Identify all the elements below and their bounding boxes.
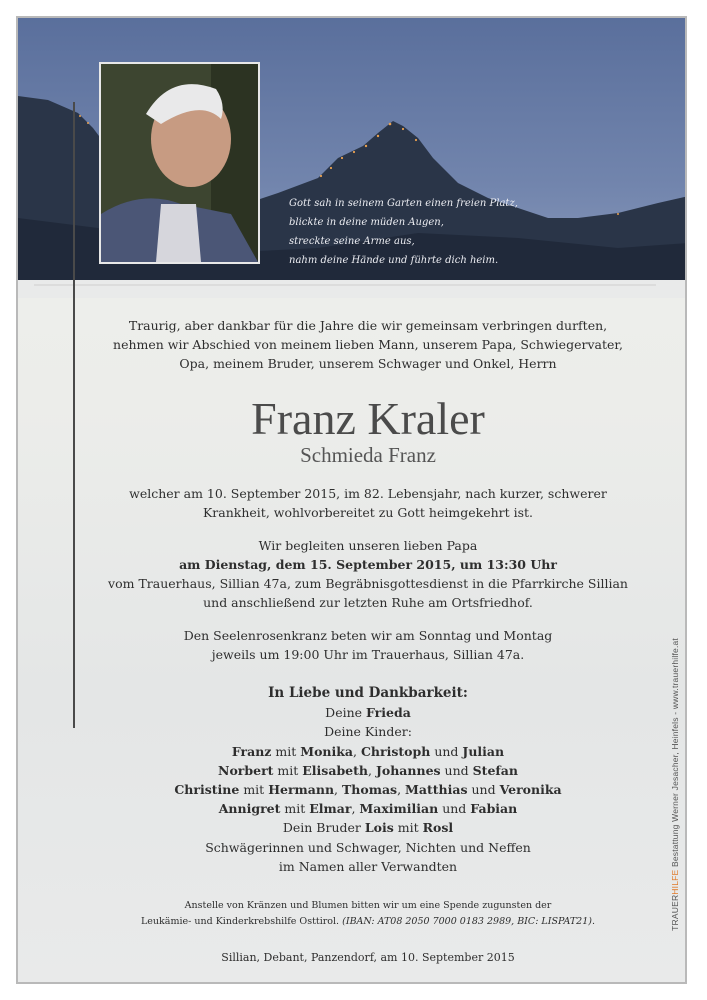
child-line: Norbert mit Elisabeth, Johannes und Stefan: [218, 762, 518, 778]
death-notice-line: Krankheit, wohlvorbereitet zu Gott heimgekehrt ist.: [202, 505, 534, 520]
wife-name: Frieda: [366, 705, 411, 721]
poem-line: nahm deine Hände und führte dich heim.: [289, 255, 499, 266]
place-date: Sillian, Debant, Panzendorf, am 10. September 2015: [221, 951, 515, 964]
children-label: Deine Kinder:: [324, 724, 412, 740]
funeral-info: [88, 536, 648, 612]
relatives-line: im Namen aller Verwandten: [278, 858, 458, 874]
rosary-line: Den Seelenrosenkranz beten wir am Sonntag und Montag: [183, 628, 553, 643]
intro-line: Traurig, aber dankbar für die Jahre die wir gemeinsam verbringen durften,: [128, 318, 608, 333]
intro-line: Opa, meinem Bruder, unserem Schwager und Onkel, Herrn: [179, 356, 557, 371]
mountain-header: [18, 18, 687, 298]
rosary-line: jeweils um 19:00 Uhr im Trauerhaus, Sillian 47a.: [211, 647, 525, 662]
family-heading: In Liebe und Dankbarkeit:: [268, 685, 468, 701]
deceased-name: Franz Kraler: [251, 393, 485, 444]
donation-line: Leukämie- und Kinderkrebshilfe Osttirol. (IBAN: AT08 2050 7000 0183 2989, BIC: LISPAT21).: [140, 916, 596, 927]
poem-line: streckte seine Arme aus,: [289, 236, 415, 247]
family-list: [88, 684, 648, 876]
deceased-nickname: Schmieda Franz: [300, 443, 436, 467]
cross-vertical-bar: [73, 102, 75, 728]
cross-horizontal-bar: [34, 284, 656, 286]
portrait-photo: [99, 62, 260, 264]
funeral-date: am Dienstag, dem 15. September 2015, um 13:30 Uhr: [179, 557, 557, 572]
poem-line: Gott sah in seinem Garten einen freien Platz,: [289, 198, 518, 209]
funeral-line: und anschließend zur letzten Ruhe am Ortsfriedhof.: [203, 595, 533, 610]
donation-note: [88, 898, 648, 930]
death-notice: [88, 484, 648, 522]
poem-line: blickte in deine müden Augen,: [289, 217, 444, 228]
child-line: Franz mit Monika, Christoph und Julian: [231, 743, 505, 759]
obituary-card: [16, 16, 687, 984]
label: Deine: [325, 705, 363, 721]
intro-line: nehmen wir Abschied von meinem lieben Mann, unserem Papa, Schwiegervater,: [113, 337, 623, 352]
child-line: Christine mit Hermann, Thomas, Matthias und Veronika: [174, 782, 562, 798]
iban: (IBAN: AT08 2050 7000 0183 2989, BIC: LISPAT21).: [342, 916, 596, 927]
poem: [289, 194, 549, 270]
intro-text: [88, 316, 648, 373]
funeral-line: Wir begleiten unseren lieben Papa: [258, 538, 478, 553]
rosary-info: [88, 626, 648, 664]
donation-line: Anstelle von Kränzen und Blumen bitten wir um eine Spende zugunsten der: [184, 900, 552, 911]
inlaws-line: Schwägerinnen und Schwager, Nichten und Neffen: [205, 839, 531, 855]
brother-line: Dein Bruder Lois mit Rosl: [282, 820, 454, 836]
child-line: Annigret mit Elmar, Maximilian und Fabian: [218, 801, 518, 817]
funeral-home-credit: TRAUERHILFE Bestattung Werner Jesacher, Heinfels - www.trauerhilfe.at: [670, 638, 680, 931]
wife-line: [88, 703, 648, 722]
death-notice-line: welcher am 10. September 2015, im 82. Lebensjahr, nach kurzer, schwerer: [129, 486, 607, 501]
funeral-line: vom Trauerhaus, Sillian 47a, zum Begräbnisgottesdienst in die Pfarrkirche Sillian: [108, 576, 628, 591]
